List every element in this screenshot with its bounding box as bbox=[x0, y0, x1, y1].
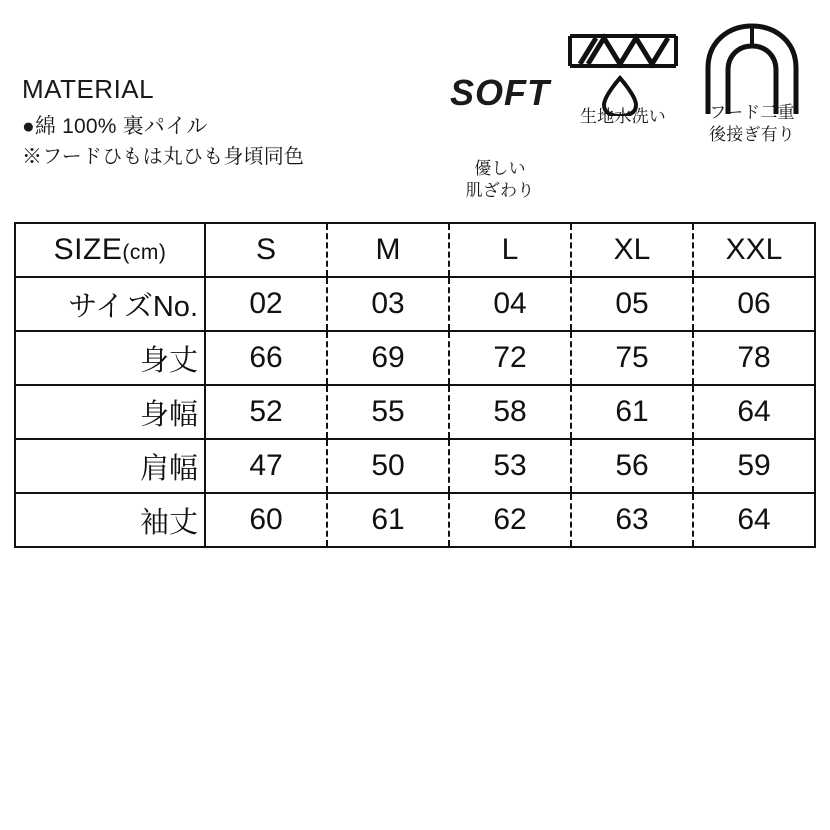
cell-body-length-s: 66 bbox=[205, 331, 327, 385]
cell-sleeve-length-xxl: 64 bbox=[693, 493, 815, 547]
header-size-text: SIZE bbox=[53, 233, 123, 266]
soft-icon bbox=[440, 72, 560, 158]
table-row bbox=[15, 439, 815, 493]
soft-icon-label: SOFT bbox=[450, 72, 550, 113]
cell-body-width-l: 58 bbox=[449, 385, 571, 439]
material-block bbox=[22, 74, 442, 172]
cell-shoulder-width-l: 53 bbox=[449, 439, 571, 493]
cell-body-width-xxl: 64 bbox=[693, 385, 815, 439]
feature-hood bbox=[686, 16, 818, 146]
feature-hood-caption-line1: フード二重 bbox=[709, 103, 795, 122]
cell-body-width-m: 55 bbox=[327, 385, 449, 439]
material-line-composition: ●綿 100% 裏パイル bbox=[22, 115, 208, 138]
row-label-body-width: 身幅 bbox=[15, 385, 205, 439]
cell-shoulder-width-s: 47 bbox=[205, 439, 327, 493]
cell-size-no-xxl: 06 bbox=[693, 277, 815, 331]
feature-hood-caption-line2: 後接ぎ有り bbox=[709, 125, 795, 144]
row-label-body-length: 身丈 bbox=[15, 331, 205, 385]
cell-size-no-m: 03 bbox=[327, 277, 449, 331]
cell-shoulder-width-m: 50 bbox=[327, 439, 449, 493]
feature-soft-caption-line1: 優しい bbox=[474, 159, 526, 178]
feature-wash bbox=[558, 20, 688, 128]
cell-sleeve-length-s: 60 bbox=[205, 493, 327, 547]
header-size-unit: (cm) bbox=[122, 241, 167, 264]
header-size-xl: XL bbox=[571, 223, 693, 277]
cell-sleeve-length-xl: 63 bbox=[571, 493, 693, 547]
header-size-m: M bbox=[327, 223, 449, 277]
row-label-size-no: サイズNo. bbox=[15, 277, 205, 331]
material-title: MATERIAL bbox=[22, 74, 155, 104]
cell-shoulder-width-xxl: 59 bbox=[693, 439, 815, 493]
cell-sleeve-length-m: 61 bbox=[327, 493, 449, 547]
header-area bbox=[0, 0, 830, 210]
cell-body-width-xl: 61 bbox=[571, 385, 693, 439]
table-row bbox=[15, 493, 815, 547]
table-row bbox=[15, 331, 815, 385]
row-label-sleeve-length: 袖丈 bbox=[15, 493, 205, 547]
water-wash-icon bbox=[558, 20, 688, 106]
feature-wash-caption: 生地水洗い bbox=[580, 107, 666, 126]
cell-body-length-l: 72 bbox=[449, 331, 571, 385]
feature-soft bbox=[440, 28, 560, 202]
cell-size-no-xl: 05 bbox=[571, 277, 693, 331]
feature-soft-caption-line2: 肌ざわり bbox=[465, 181, 535, 200]
size-table bbox=[14, 222, 816, 548]
table-row bbox=[15, 385, 815, 439]
cell-shoulder-width-xl: 56 bbox=[571, 439, 693, 493]
cell-body-length-xl: 75 bbox=[571, 331, 693, 385]
cell-size-no-s: 02 bbox=[205, 277, 327, 331]
cell-size-no-l: 04 bbox=[449, 277, 571, 331]
cell-body-width-s: 52 bbox=[205, 385, 327, 439]
cell-body-length-xxl: 78 bbox=[693, 331, 815, 385]
header-size-xxl: XXL bbox=[693, 223, 815, 277]
material-line-note: ※フードひもは丸ひも身頃同色 bbox=[22, 146, 305, 168]
header-size-label bbox=[15, 223, 205, 277]
row-label-shoulder-width: 肩幅 bbox=[15, 439, 205, 493]
feature-icons bbox=[440, 14, 820, 204]
header-size-s: S bbox=[205, 223, 327, 277]
table-header-row bbox=[15, 223, 815, 277]
cell-sleeve-length-l: 62 bbox=[449, 493, 571, 547]
header-size-l: L bbox=[449, 223, 571, 277]
cell-body-length-m: 69 bbox=[327, 331, 449, 385]
table-row bbox=[15, 277, 815, 331]
double-hood-icon bbox=[686, 16, 818, 102]
